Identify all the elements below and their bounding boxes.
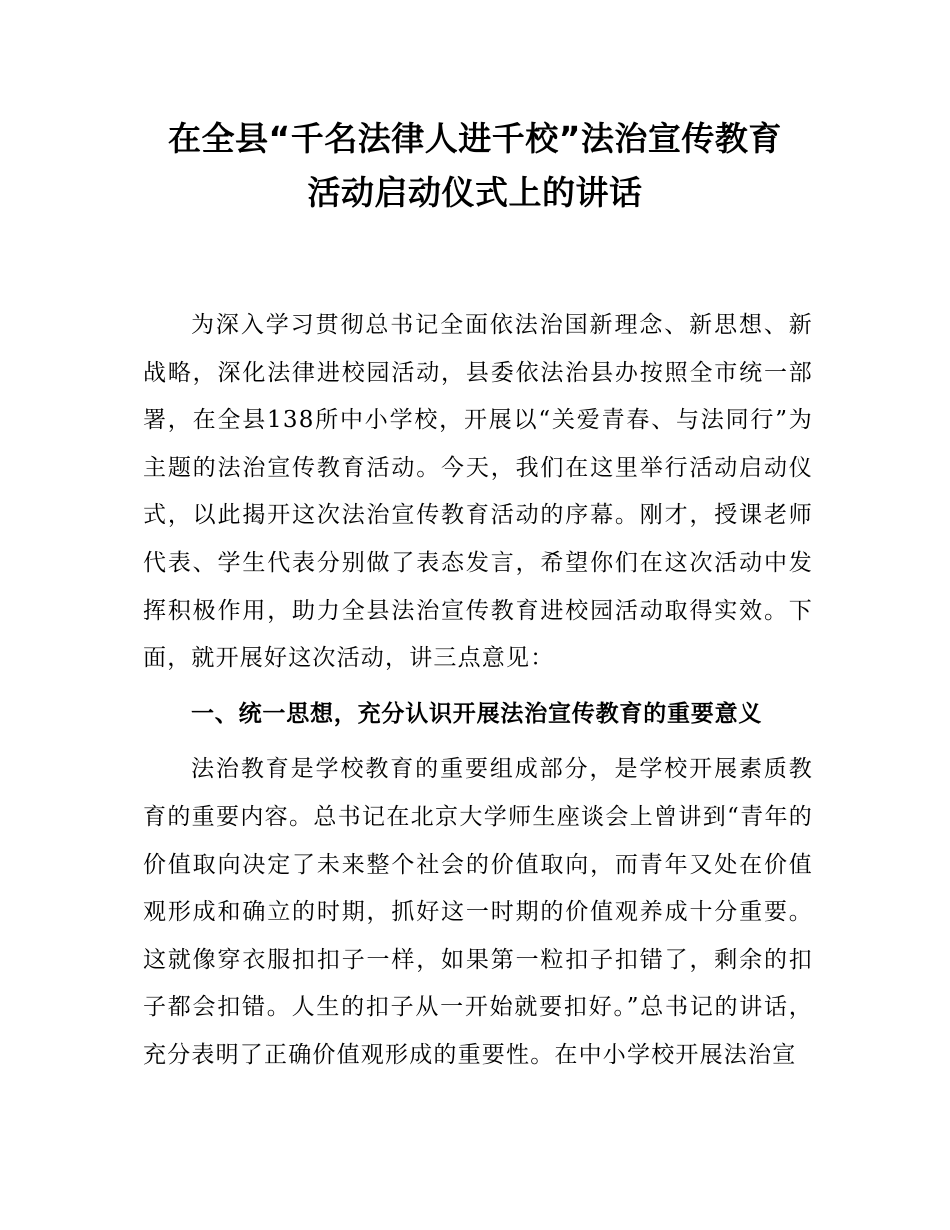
title-line-1: 在全县“千名法律人进千校”法治宣传教育 xyxy=(168,119,782,158)
paragraph-intro: 为深入学习贯彻总书记全面依法治国新理念、新思想、新战略，深化法律进校园活动，县委依法治县办按照全市统一部署，在全县138所中小学校，开展以“关爱青春、与法同行”为主题的法治宣传教育活动。今天，我们在这里举行活动启动仪式，以此揭开这次法治宣传教育活动的序幕。刚才，授课老师代表、学生代表分别做了表态发言，希望你们在这次活动中发挥积极作用，助力全县法治宣传教育进校园活动取得实效。下面，就开展好这次活动，讲三点意见： xyxy=(143,312,813,672)
document-body xyxy=(143,302,813,1080)
paragraph-section-1: 法治教育是学校教育的重要组成部分，是学校开展素质教育的重要内容。总书记在北京大学师生座谈会上曾讲到“青年的价值取向决定了未来整个社会的价值取向，而青年又处在价值观形成和确立的时期，抓好这一时期的价值观养成十分重要。这就像穿衣服扣扣子一样，如果第一粒扣子扣错了，剩余的扣子都会扣错。人生的扣子从一开始就要扣好。”总书记的讲话，充分表明了正确价值观形成的重要性。在中小学校开展法治宣 xyxy=(143,756,813,1068)
section-heading-1: 一、统一思想，充分认识开展法治宣传教育的重要意义 xyxy=(191,700,763,727)
title-line-2: 活动启动仪式上的讲话 xyxy=(307,173,643,212)
document-title xyxy=(0,112,950,220)
